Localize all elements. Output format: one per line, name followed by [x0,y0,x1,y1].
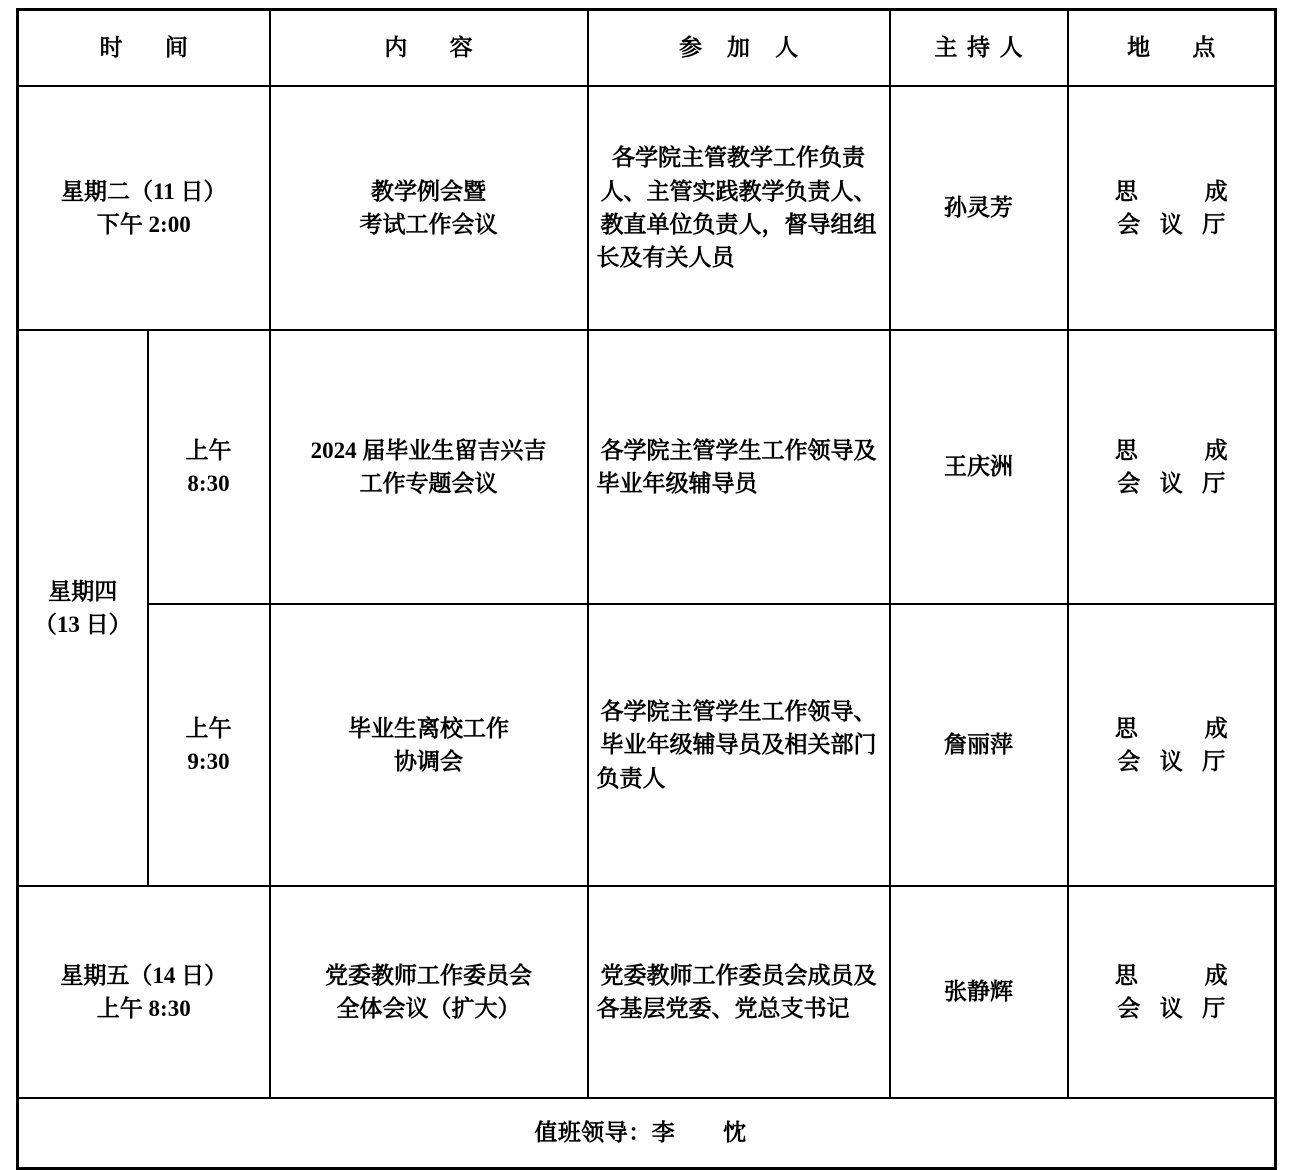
duty-leader-label: 值班领导： [534,1120,652,1146]
place-line-2: 会 议 厅 [1117,212,1233,237]
row-participants: 各学院主管学生工作领导、毕业年级辅导员及相关部门负责人 [588,604,890,886]
content-line-2: 工作专题会议 [359,471,498,496]
header-participants: 参 加 人 [588,10,890,87]
time-line-1: 上午 [185,715,232,741]
place-line-1: 思 成 [1114,178,1235,204]
row-participants: 各学院主管学生工作领导及毕业年级辅导员 [588,330,890,604]
day-line-2: 下午 2:00 [96,212,191,237]
duty-leader-row [18,1098,1276,1169]
table-header-row [18,10,1276,87]
header-content: 内 容 [270,10,588,87]
table-row [18,86,1276,330]
content-line-1: 党委教师工作委员会 [325,962,533,988]
content-line-1: 毕业生离校工作 [348,715,510,741]
duty-leader-name: 李 忱 [651,1120,759,1146]
row-day-friday [18,886,270,1098]
row-time [148,604,270,886]
place-line-1: 思 成 [1114,962,1235,988]
row-day-thursday [18,330,148,886]
day-line-2: （13 日） [33,612,132,637]
table-row [18,330,1276,604]
row-time [148,330,270,604]
row-day-tuesday [18,86,270,330]
content-line-1: 教学例会暨 [371,178,487,204]
row-participants: 各学院主管教学工作负责人、主管实践教学负责人、教直单位负责人，督导组组长及有关人员 [588,86,890,330]
content-line-2: 全体会议（扩大） [336,996,521,1021]
place-line-1: 思 成 [1114,715,1235,741]
day-line-1: 星期五（14 日） [60,962,228,988]
row-content [270,330,588,604]
header-time: 时 间 [18,10,270,87]
content-line-1: 2024 届毕业生留吉兴吉 [310,437,547,463]
table-row [18,604,1276,886]
row-content [270,886,588,1098]
row-place [1068,604,1276,886]
row-place [1068,886,1276,1098]
day-line-2: 上午 8:30 [96,996,191,1021]
header-host: 主持人 [890,10,1068,87]
content-line-2: 考试工作会议 [359,212,498,237]
row-host: 王庆洲 [890,330,1068,604]
row-participants: 党委教师工作委员会成员及各基层党委、党总支书记 [588,886,890,1098]
time-line-2: 8:30 [187,471,230,496]
place-line-2: 会 议 厅 [1117,996,1233,1021]
row-host: 詹丽萍 [890,604,1068,886]
row-host: 孙灵芳 [890,86,1068,330]
place-line-2: 会 议 厅 [1117,471,1233,496]
day-line-1: 星期四 [48,578,118,604]
row-content [270,86,588,330]
place-line-1: 思 成 [1114,437,1235,463]
row-place [1068,330,1276,604]
content-line-2: 协调会 [394,749,464,774]
row-content [270,604,588,886]
schedule-table [16,8,1277,1170]
place-line-2: 会 议 厅 [1117,749,1233,774]
table-row [18,886,1276,1098]
day-line-1: 星期二（11 日） [61,178,227,204]
duty-leader-cell [18,1098,1276,1169]
time-line-2: 9:30 [187,749,230,774]
time-line-1: 上午 [185,437,232,463]
row-host: 张静辉 [890,886,1068,1098]
row-place [1068,86,1276,330]
header-place: 地 点 [1068,10,1276,87]
